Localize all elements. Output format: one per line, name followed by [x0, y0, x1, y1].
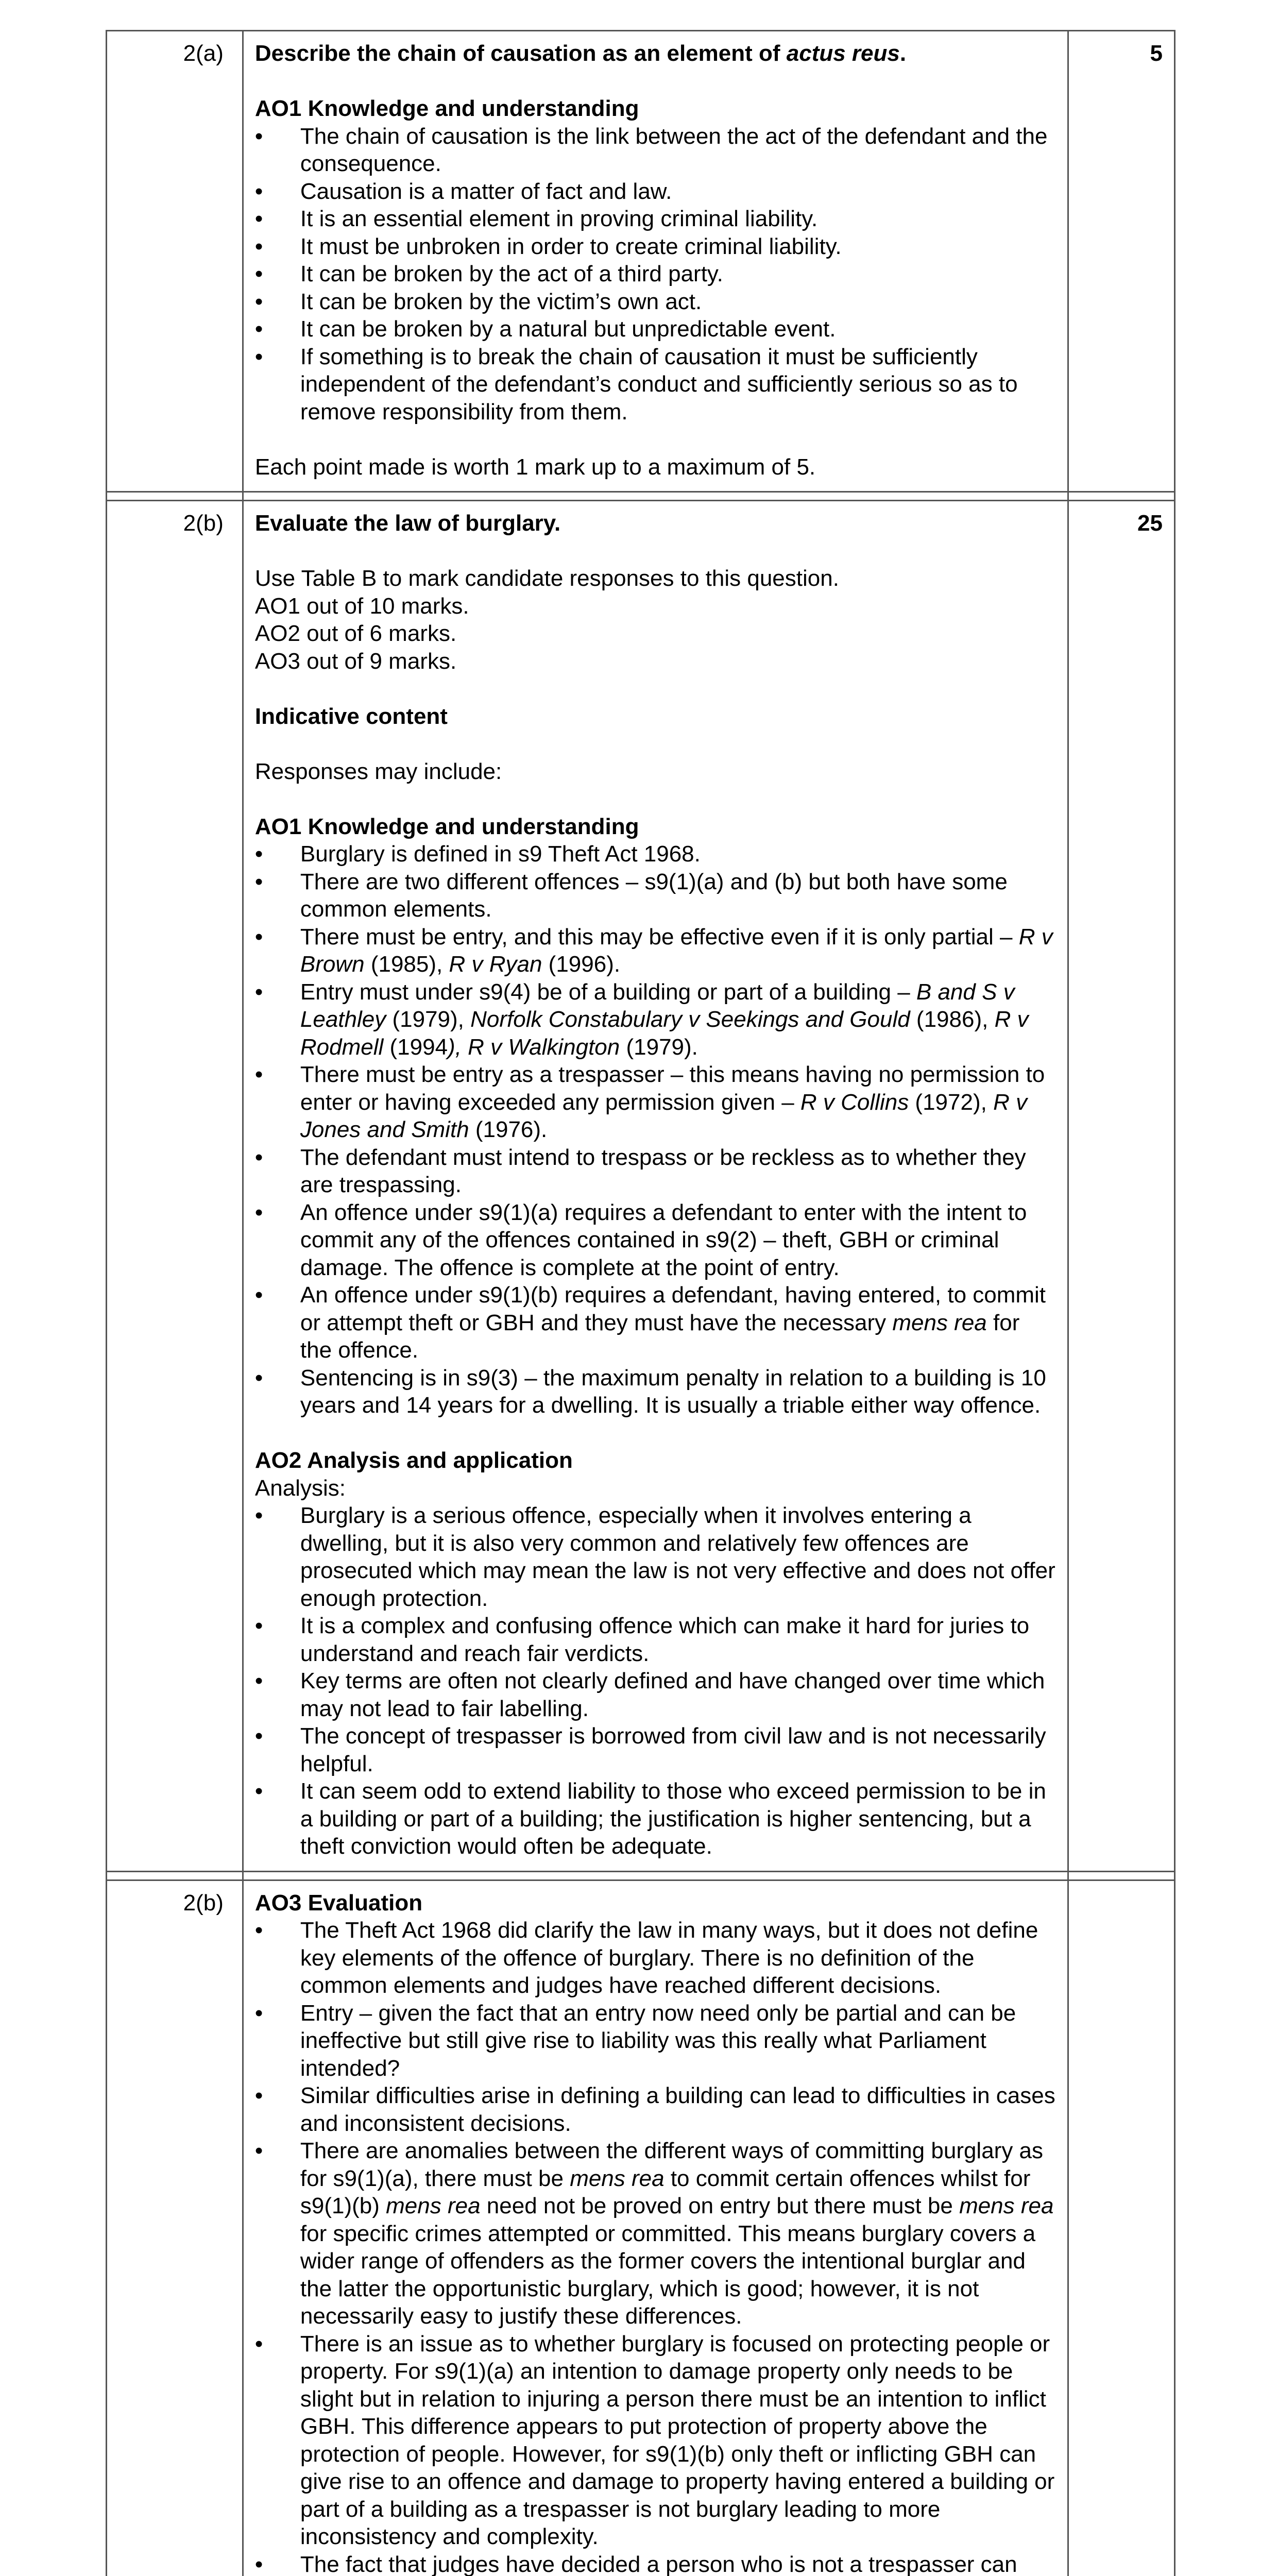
list-item: • Sentencing is in s9(3) – the maximum penalty in relation to a building is 10 years and 14 years for a dwelling. It is usually a triable either way offence. — [254, 1365, 1046, 1418]
responses-may-include: Responses may include: — [254, 758, 502, 784]
list-item: • The concept of trespasser is borrowed from civil law and is not necessarily helpful. — [254, 1723, 1046, 1776]
list-item: • Similar difficulties arise in defining a building can lead to difficulties in cases and inconsistent decisions. — [254, 2083, 1055, 2136]
ao1-bullet-list — [255, 123, 1056, 426]
list-item: • It can be broken by the victim’s own act. — [254, 289, 702, 314]
intro-line: AO2 out of 6 marks. — [254, 621, 457, 646]
marking-note: Each point made is worth 1 mark up to a maximum of 5. — [254, 454, 816, 480]
intro-line: AO1 out of 10 marks. — [254, 593, 469, 619]
list-item: • An offence under s9(1)(b) requires a defendant, having entered, to commit or attempt theft or GBH and they must have the necessary mens rea for the offence. — [254, 1282, 1046, 1363]
mark-scheme-table — [106, 30, 1175, 2576]
list-item: • It is an essential element in proving criminal liability. — [254, 206, 818, 231]
list-item: • It can seem odd to extend liability to those who exceed permission to be in a building or part of a building; the justification is higher sentencing, but a theft conviction would often be adequate. — [254, 1778, 1046, 1859]
question-text: Describe the chain of causation as an element of actus reus. — [254, 41, 907, 66]
list-item: • Entry – given the fact that an entry now need only be partial and can be ineffective but still give rise to liability was this really what Parliament intended? — [254, 2000, 1016, 2081]
question-row-2b-continued — [107, 1880, 1175, 2576]
list-item: • Entry must under s9(4) be of a building or part of a building – B and S v Leathley (1979), Norfolk Constabulary v Seekings and Gould (1986), R v Rodmell (1994), R v Walkington (1979). — [254, 979, 1029, 1060]
marks-cell-empty — [1068, 1880, 1175, 2576]
list-item: • There must be entry, and this may be effective even if it is only partial – R v Brown (1985), R v Ryan (1996). — [254, 924, 1053, 977]
question-text: Evaluate the law of burglary. — [254, 511, 561, 536]
question-number: 2(b) — [107, 501, 243, 1872]
question-row-2b — [107, 501, 1175, 1872]
question-row-2a — [107, 31, 1175, 492]
list-item: • It is a complex and confusing offence which can make it hard for juries to understand and reach fair verdicts. — [254, 1613, 1030, 1666]
list-item: • There are two different offences – s9(1)(a) and (b) but both have some common elements. — [254, 869, 1008, 922]
indicative-content-heading: Indicative content — [254, 703, 448, 729]
list-item: • There must be entry as a trespasser – this means having no permission to enter or having exceeded any permission given – R v Collins (1972), R v Jones and Smith (1976). — [254, 1062, 1045, 1142]
list-item: • Key terms are often not clearly defined and have changed over time which may not lead to fair labelling. — [254, 1668, 1045, 1721]
question-content — [243, 31, 1068, 492]
list-item: • The chain of causation is the link between the act of the defendant and the consequence. — [254, 123, 1048, 176]
ao1-heading: AO1 Knowledge and understanding — [254, 96, 639, 121]
row-divider — [107, 1871, 1175, 1880]
list-item: • If something is to break the chain of causation it must be sufficiently independent of the defendant’s conduct and sufficiently serious so as to remove responsibility from them. — [254, 344, 1018, 425]
marks-value: 25 — [1068, 501, 1175, 1872]
list-item: • Burglary is a serious offence, especially when it involves entering a dwelling, but it is also very common and relatively few offences are prosecuted which may mean the law is not very effective and does not offer enough protection. — [254, 1503, 1055, 1611]
list-item: • There are anomalies between the different ways of committing burglary as for s9(1)(a), there must be mens rea to commit certain offences whilst for s9(1)(b) mens rea need not be proved on entry but there must be mens rea for specific crimes attempted or committed. This means burglary covers a wider range of offenders as the former covers the intentional burglar and the latter the opportunistic burglary, which is good; however, it is not necessarily easy to justify these differences. — [254, 2138, 1054, 2329]
list-item: • It can be broken by a natural but unpredictable event. — [254, 316, 836, 342]
list-item: • There is an issue as to whether burglary is focused on protecting people or property. For s9(1)(a) an intention to damage property only needs to be slight but in relation to injuring a person there must be an intention to inflict GBH. This difference appears to put protection of property above the protection of people. However, for s9(1)(b) only theft or inflicting GBH can give rise to an offence and damage to property having entered a building or part of a building as a trespasser is not burglary leading to more inconsistency and complexity. — [254, 2331, 1055, 2549]
list-item: • The Theft Act 1968 did clarify the law in many ways, but it does not define key elements of the offence of burglary. There is no definition of the common elements and judges have reached different decisions. — [254, 1918, 1038, 1998]
list-item: • The defendant must intend to trespass or be reckless as to whether they are trespassing. — [254, 1144, 1026, 1197]
list-item: • Causation is a matter of fact and law. — [254, 178, 672, 204]
ao2-bullet-list — [255, 1502, 1056, 1860]
row-divider — [107, 492, 1175, 501]
ao3-bullet-list — [255, 1917, 1056, 2576]
ao3-heading: AO3 Evaluation — [254, 1890, 423, 1916]
question-content — [243, 501, 1068, 1872]
list-item: • The fact that judges have decided a person who is not a trespasser can — [254, 2551, 1017, 2576]
list-item: • Burglary is defined in s9 Theft Act 1968. — [254, 841, 701, 867]
question-number: 2(b) — [107, 1880, 243, 2576]
ao2-heading: AO2 Analysis and application — [254, 1448, 573, 1473]
list-item: • An offence under s9(1)(a) requires a defendant to enter with the intent to commit any of the offences contained in s9(2) – theft, GBH or criminal damage. The offence is complete at the point of entry. — [254, 1199, 1027, 1280]
question-content — [243, 1880, 1068, 2576]
marks-value: 5 — [1068, 31, 1175, 492]
list-item: • It can be broken by the act of a third party. — [254, 261, 723, 286]
ao1-heading: AO1 Knowledge and understanding — [254, 814, 639, 839]
intro-line: Use Table B to mark candidate responses to this question. — [254, 566, 839, 591]
intro-line: AO3 out of 9 marks. — [254, 648, 457, 674]
question-number: 2(a) — [107, 31, 243, 492]
ao2-subheading: Analysis: — [254, 1475, 346, 1501]
ao1-bullet-list — [255, 840, 1056, 1419]
list-item: • It must be unbroken in order to create criminal liability. — [254, 233, 842, 259]
